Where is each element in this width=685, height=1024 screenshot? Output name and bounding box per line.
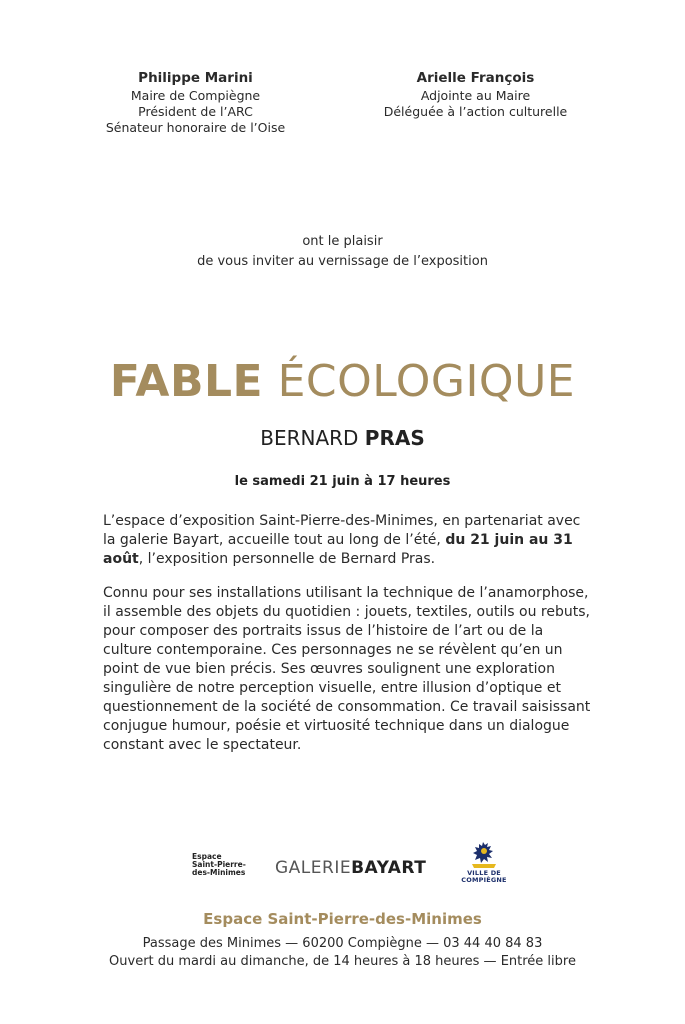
footer-address: Passage des Minimes — 60200 Compiègne — 03 44 40 84 83 xyxy=(142,936,543,951)
event-date: le samedi 21 juin à 17 heures xyxy=(234,474,451,489)
logo-text: COMPIÈGNE xyxy=(461,876,507,884)
host-philippe-marini xyxy=(88,68,303,136)
logo-espace-saint-pierre xyxy=(192,853,246,877)
host-role: Maire de Compiègne xyxy=(130,88,261,103)
footer-hours: Ouvert du mardi au dimanche, de 14 heures à 18 heures — Entrée libre xyxy=(109,954,576,969)
title-bold: FABLE xyxy=(109,356,264,407)
artist-name xyxy=(0,423,685,453)
exhibition-title xyxy=(0,352,685,412)
logo-text: GALERIE xyxy=(275,858,352,878)
host-arielle-francois xyxy=(368,68,583,120)
invitation-intro xyxy=(0,232,685,272)
logo-text: BAYART xyxy=(351,858,427,878)
host-role: Sénateur honoraire de l’Oise xyxy=(105,120,286,135)
intro-line: ont le plaisir xyxy=(302,234,383,249)
logo-text: Saint-Pierre- xyxy=(192,860,246,869)
artist-last-name: PRAS xyxy=(364,426,425,450)
logo-galerie-bayart xyxy=(275,857,426,879)
paragraph-text: , l’exposition personnelle de Bernard Pras. xyxy=(138,551,436,567)
footer-venue-name: Espace Saint-Pierre-des-Minimes xyxy=(203,910,482,928)
host-role: Président de l’ARC xyxy=(138,104,253,119)
title-light: ÉCOLOGIQUE xyxy=(277,356,576,407)
host-name: Philippe Marini xyxy=(138,70,253,86)
artist-first-name: BERNARD xyxy=(260,426,359,450)
paragraph-description: Connu pour ses installations utilisant la technique de l’anamorphose, il assemble des objets du quotidien : jouets, textiles, outils ou rebuts, pour composer des portraits issus de l’histoire de l’art ou de la culture contemporaine. Ces personnages ne se révèlent qu’en un point de vue bien précis. Ses œuvres soulignent une exploration singulière de notre perception visuelle, entre illusion d’optique et questionnement de la société de consommation. Ce travail saisissant conjugue humour, poésie et virtuosité technique dans un dialogue constant avec le spectateur. xyxy=(103,585,591,753)
host-name: Arielle François xyxy=(416,70,535,86)
logo-text: des-Minimes xyxy=(192,868,246,877)
logo-text: VILLE DE xyxy=(467,869,501,877)
paragraph-partnership xyxy=(103,512,595,569)
paragraph-highlight-dates: du 21 juin au 31 août xyxy=(103,532,573,567)
lion-crest-icon xyxy=(467,840,501,870)
logo-text: Espace xyxy=(192,852,222,861)
logo-ville-de-compiegne xyxy=(456,840,512,884)
host-role: Déléguée à l’action culturelle xyxy=(383,104,568,119)
host-role: Adjointe au Maire xyxy=(420,88,531,103)
paragraph-text: L’espace d’exposition Saint-Pierre-des-Minimes, en partenariat avec la galerie Bayart, accueille tout au long de l’été, xyxy=(103,513,581,548)
partner-logos xyxy=(0,840,685,888)
intro-line: de vous inviter au vernissage de l’exposition xyxy=(197,254,488,269)
